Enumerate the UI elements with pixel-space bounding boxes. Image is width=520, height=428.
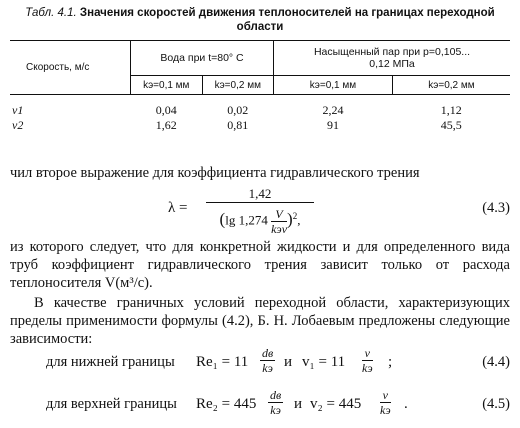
eq43-inner-fraction: [271, 207, 287, 236]
paragraph-1: чил второе выражение для коэффициента гидравлического трения: [10, 165, 420, 181]
eq43-inner-den: kэν: [271, 221, 288, 236]
velocity-table: [10, 40, 510, 133]
table-cell: 45,5: [440, 118, 462, 132]
eq44-frac1-den: kэ: [262, 361, 273, 375]
eq44-frac2-num: ν: [362, 346, 373, 361]
table-cell: 0,04: [155, 103, 177, 117]
steam-group-header: [274, 41, 510, 76]
subheader-col3: kэ=0,1 мм: [274, 76, 393, 95]
eq43-fraction: [206, 186, 314, 236]
row-label: v1: [12, 103, 24, 117]
paragraph-2: из которого следует, что для конкретной жидкости и для определенного вида труб коэффициент гидравлического трения зависит только от расхода теплоносителя V(м³/с).: [10, 239, 510, 291]
eq43-lg: lg 1,274: [225, 212, 268, 228]
eq43-numerator: 1,42: [206, 186, 314, 203]
eq45-frac1-num: dв: [270, 388, 282, 402]
eq44-and: и: [284, 354, 293, 370]
eq45-label: для верхней границы: [46, 396, 177, 412]
eq45-frac1-den: kэ: [270, 403, 281, 417]
table-cell: 0,02: [227, 103, 249, 117]
table-cell: 1,62: [155, 118, 177, 132]
eq45-fraction-1: [268, 388, 283, 417]
table-row: [10, 118, 510, 133]
eq44-label: для нижней границы: [46, 354, 175, 370]
lambda-symbol: λ =: [168, 200, 188, 216]
eq45-frac2-num: ν: [380, 388, 391, 403]
paragraph-3: В качестве граничных условий переходной области, характеризующих пределы применимости формулы (4.2), Б. Н. Лобаевым предложены следующие зависимости:: [10, 295, 510, 347]
table-title: Значения скоростей движения теплоносителей на границах переходной области: [79, 7, 495, 33]
equation-4-4: для нижней границы Re₁ = 11 dв kэ и v₁ = 11 ν kэ ; (4.4): [46, 346, 510, 375]
eq45-number: (4.5): [482, 396, 510, 412]
eq43-denominator: (lg 1,274 $\frac{V}{\text{kэν}}$ )$^2$,: [219, 206, 301, 236]
eq45-v: v₂ = 445: [310, 396, 362, 412]
table-cell: 91: [326, 118, 339, 132]
table-cell: 1,12: [440, 103, 462, 117]
eq44-v: v₁ = 11: [302, 354, 346, 370]
equation-4-3: [0, 186, 520, 236]
row-label: v2: [12, 118, 24, 132]
eq45-and: и: [294, 396, 303, 412]
steam-header-line2: 0,12 МПа: [369, 58, 415, 70]
eq44-frac2-den: kэ: [362, 361, 373, 375]
speed-header: Скорость, м/с: [10, 41, 131, 95]
table-cell: 2,24: [322, 103, 344, 117]
eq45-fraction-2: [380, 388, 391, 417]
eq44-fraction-1: [260, 346, 275, 375]
subheader-col1: kэ=0,1 мм: [131, 76, 203, 95]
table-cell: 0,81: [227, 118, 249, 132]
eq43-inner-num: V: [271, 207, 287, 222]
eq43-number: (4.3): [482, 200, 510, 216]
eq44-fraction-2: [362, 346, 373, 375]
table-row: [10, 95, 510, 119]
subheader-col4: kэ=0,2 мм: [392, 76, 510, 95]
water-group-header: Вода при t=80° С: [131, 41, 274, 76]
eq45-frac2-den: kэ: [380, 403, 391, 417]
eq44-number: (4.4): [482, 354, 510, 370]
eq45-re: Re₂ = 445: [196, 396, 257, 412]
eq44-frac1-num: dв: [262, 346, 274, 360]
steam-header-line1: Насыщенный пар при p=0,105...: [313, 46, 471, 58]
subheader-col2: kэ=0,2 мм: [202, 76, 274, 95]
table-number: Табл. 4.1.: [25, 7, 77, 19]
eq44-re: Re₁ = 11: [196, 354, 249, 370]
table-caption: [10, 6, 510, 34]
equation-4-5: для верхней границы Re₂ = 445 dв kэ и v₂ = 445 ν kэ . (4.5): [46, 388, 510, 417]
